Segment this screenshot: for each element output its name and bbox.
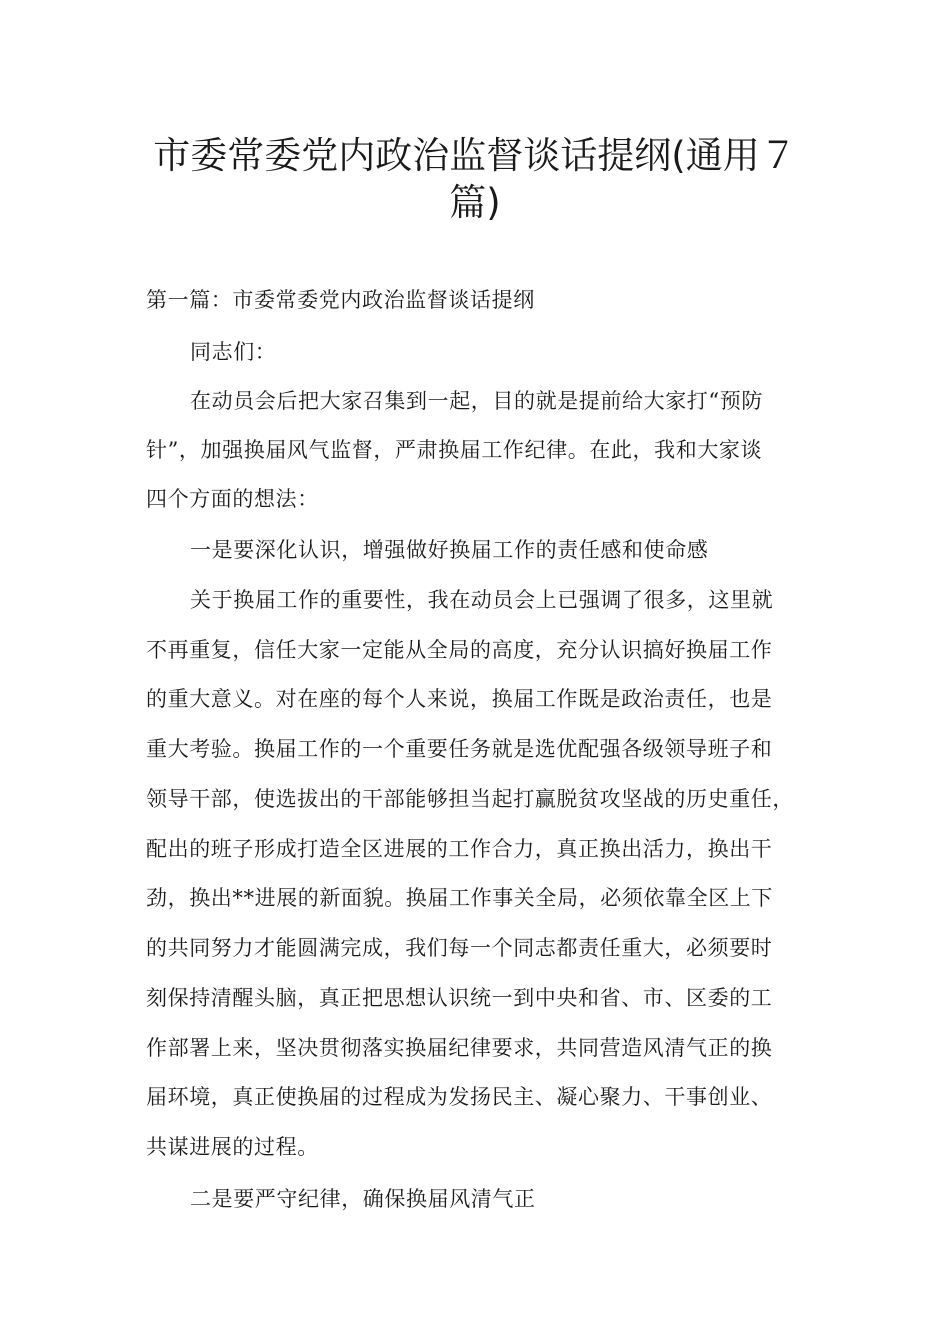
paragraph-line: 刻保持清醒头脑，真正把思想认识统一到中央和省、市、区委的工 — [146, 986, 773, 1010]
salutation: 同志们： — [190, 340, 277, 364]
paragraph-line: 重大考验。换届工作的一个重要任务就是选优配强各级领导班子和 — [146, 737, 773, 761]
paragraph-line: 领导干部，使选拔出的干部能够担当起打赢脱贫攻坚战的历史重任， — [146, 787, 794, 811]
paragraph-line: 四个方面的想法： — [146, 487, 319, 511]
paragraph-line: 在动员会后把大家召集到一起，目的就是提前给大家打“预防 — [190, 389, 763, 413]
section-heading: 第一篇：市委常委党内政治监督谈话提纲 — [146, 288, 535, 312]
paragraph-line: 针”，加强换届风气监督，严肃换届工作纪律。在此，我和大家谈 — [146, 438, 763, 462]
paragraph-line: 的共同努力才能圆满完成，我们每一个同志都责任重大，必须要时 — [146, 936, 773, 960]
document-title-line-1: 市委常委党内政治监督谈话提纲(通用７ — [153, 134, 797, 177]
paragraph-line: 共谋进展的过程。 — [146, 1135, 319, 1159]
paragraph-line: 关于换届工作的重要性，我在动员会上已强调了很多，这里就 — [190, 588, 774, 612]
subheading-one: 一是要深化认识，增强做好换届工作的责任感和使命感 — [190, 538, 709, 562]
document-title-line-2: 篇) — [449, 181, 501, 224]
paragraph-line: 配出的班子形成打造全区进展的工作合力，真正换出活力，换出干 — [146, 837, 773, 861]
paragraph-line: 届环境，真正使换届的过程成为发扬民主、凝心聚力、干事创业、 — [146, 1085, 773, 1109]
paragraph-line: 劲，换出**进展的新面貌。换届工作事关全局，必须依靠全区上下 — [146, 886, 773, 910]
paragraph-line: 的重大意义。对在座的每个人来说，换届工作既是政治责任，也是 — [146, 687, 773, 711]
paragraph-line: 作部署上来，坚决贯彻落实换届纪律要求，共同营造风清气正的换 — [146, 1036, 773, 1060]
subheading-two: 二是要严守纪律，确保换届风清气正 — [190, 1187, 536, 1211]
paragraph-line: 不再重复，信任大家一定能从全局的高度，充分认识搞好换届工作 — [146, 638, 773, 662]
